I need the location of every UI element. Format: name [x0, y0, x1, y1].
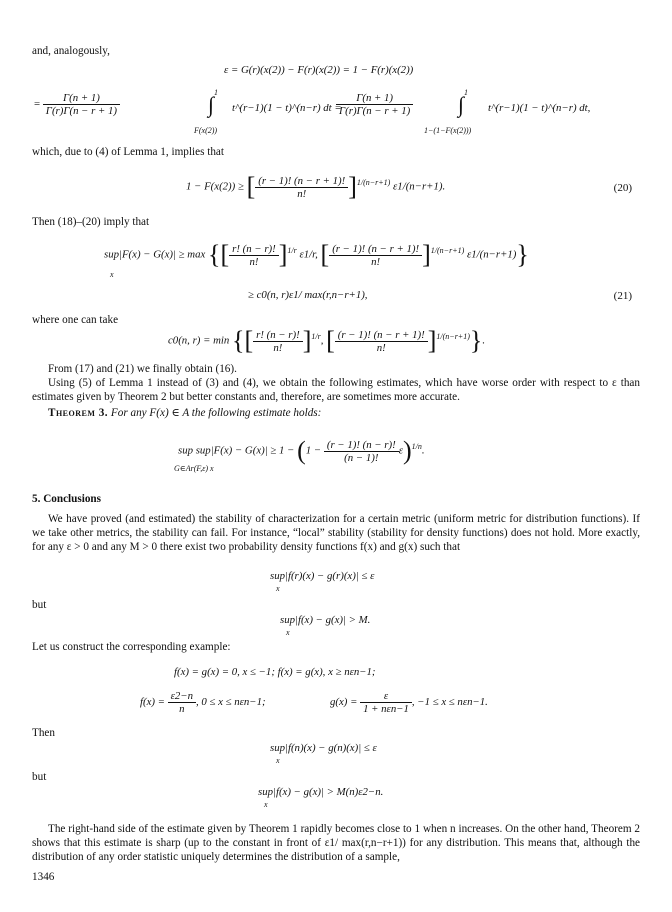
section-title: 5. Conclusions [32, 493, 102, 505]
equation-sup-1: sup|f(r)(x) − g(r)(x)| ≤ ε [270, 570, 375, 582]
theorem3 [48, 406, 321, 420]
th3-sup-subscripts: G∈Ar(F,ε) x [174, 464, 214, 473]
gamma-fraction-2 [336, 92, 413, 117]
word-then: Then [32, 727, 55, 739]
paragraph-using5: Using (5) of Lemma 1 instead of (3) and (4), we obtain the following estimates, which have worse order with respect to ε than estimates given by Theorem 2 but better constants and, therefore, are sometimes more accurate. [32, 377, 640, 403]
equation-c0: c0(n, r) = min {[ $\frac{r! (n - r)!}{n!}$ ]$^{1/r}$, [ $\frac{(r - 1)! (n - r + 1)!}{n!}$ ]$^{1/(n-r+1)}$}. [168, 326, 486, 355]
integral-lower-2: 1−(1−F(x(2))) [424, 126, 472, 135]
eq21-denominator-1: n! [249, 255, 259, 268]
equation-theorem3: sup sup|F(x) − G(x)| ≥ 1 − (1 − $\frac{(r - 1)! (n - r)!}{(n - 1)!}$ ε)$^{1/n}$. [178, 436, 425, 465]
eq21-line2: ≥ c0(n, r)ε1/ max(r,n−r+1), [248, 289, 368, 301]
c0-denominator-1: n! [273, 341, 283, 354]
example-f-denominator: n [179, 703, 185, 715]
integrand-1: t^(r−1)(1 − t)^(n−r) dt = [232, 102, 342, 114]
eq20-epsilon: ε1/(n−r+1). [393, 180, 446, 193]
example-f-def [140, 690, 266, 715]
c0-exponent-1: 1/r [311, 331, 321, 341]
line-construct: Let us construct the corresponding example: [32, 641, 231, 653]
integral-upper-1: 1 [214, 88, 218, 97]
c0-exponent-2: 1/(n−r+1) [436, 331, 470, 341]
eq21-numerator-1: r! (n − r)! [229, 243, 279, 256]
equation-sup-2: sup|f(x) − g(x)| > M. [280, 614, 371, 626]
th3-numerator: (r − 1)! (n − r)! [324, 439, 399, 452]
integral-sign-1: ∫ [208, 92, 215, 117]
equation-epsilon: ε = G(r)(x(2)) − F(r)(x(2)) = 1 − F(r)(x(2)) [224, 64, 414, 76]
integral-upper-2: 1 [464, 88, 468, 97]
c0-numerator-2: (r − 1)! (n − r + 1)! [335, 329, 428, 342]
sup-sub-3: x [276, 756, 280, 765]
eq21-sup-sub: x [110, 270, 114, 279]
line-from17: From (17) and (21) we finally obtain (16). [48, 363, 237, 375]
example-g-range: , −1 ≤ x ≤ nεn−1. [411, 695, 488, 708]
integral-sign-2: ∫ [458, 92, 465, 117]
example-line-1: f(x) = g(x) = 0, x ≤ −1; f(x) = g(x), x ≥ nεn−1; [174, 666, 376, 678]
equation-20: 1 − F(x(2)) ≥ [ $\frac{(r - 1)! (n - r + 1)!}{n!}$ ]$^{1/(n-r+1)}$ ε1/(n−r+1). [186, 172, 446, 201]
sup-sub-2: x [286, 628, 290, 637]
eq20-lhs: 1 − F(x(2)) ≥ [186, 180, 244, 193]
eq21-numerator-2: (r − 1)! (n − r + 1)! [329, 243, 422, 256]
gamma-numerator-2: Γ(n + 1) [336, 92, 413, 105]
th3-exponent: 1/n [411, 441, 422, 451]
th3-lhs: sup sup|F(x) − G(x)| ≥ 1 − [178, 444, 295, 457]
integrand-2: t^(r−1)(1 − t)^(n−r) dt, [488, 102, 591, 114]
eq20-numerator: (r − 1)! (n − r + 1)! [255, 175, 348, 188]
gamma-denominator-2: Γ(r)Γ(n − r + 1) [339, 105, 411, 117]
sup-sub-1: x [276, 584, 280, 593]
c0-denominator-2: n! [376, 341, 386, 354]
intro-line: and, analogously, [32, 45, 110, 57]
word-but-2: but [32, 771, 47, 783]
eq20-exponent: 1/(n−r+1) [356, 177, 391, 187]
equation-sup-3: sup|f(n)(x) − g(n)(x)| ≤ ε [270, 742, 377, 754]
equation-integral: = $\frac{\Gamma(n + 1)}{\Gamma(r)\Gamma(n - r + 1)}$ [34, 92, 120, 117]
eq21-epsilon-2: ε1/(n−r+1) [466, 248, 517, 261]
eq20-denominator: n! [297, 187, 307, 200]
eq21-epsilon-1: ε1/r, [299, 248, 318, 261]
word-but-1: but [32, 599, 47, 611]
paragraph-conclusions-1: We have proved (and estimated) the stability of characterization for a certain metric (uniform metric for distribution functions). If we take other metrics, the stability can fail. For instance, “local” stability (stability for density functions) does not hold. More exactly, for any ε > 0 and any M > 0 there exist two probability density functions f(x) and g(x) such that [32, 513, 640, 553]
c0-numerator-1: r! (n − r)! [253, 329, 303, 342]
th3-epsilon: ε [398, 444, 403, 457]
line-where: where one can take [32, 314, 119, 326]
equation-21-label: (21) [613, 290, 632, 302]
equation-21: sup|F(x) − G(x)| ≥ max {[ $\frac{r! (n - r)!}{n!}$ ]$^{1/r}$ ε1/r, [ $\frac{(r - 1)! (n - r + 1)!}{n!}$ ]$^{1/(n-r+1)}$ ε1/(n−r+1)} [104, 240, 529, 269]
gamma-denominator-1: Γ(r)Γ(n − r + 1) [45, 105, 118, 117]
example-f-numerator: ε2−n [168, 690, 196, 703]
th3-denominator: (n − 1)! [344, 451, 379, 464]
gamma-numerator-1: Γ(n + 1) [43, 92, 120, 105]
example-f-lhs: f(x) = [140, 695, 165, 708]
th3-inner: 1 − [305, 444, 322, 457]
example-g-denominator: 1 + nεn−1 [363, 703, 409, 715]
theorem3-text: For any F(x) ∈ A the following estimate holds: [110, 407, 322, 419]
eq21-exponent-2: 1/(n−r+1) [430, 245, 465, 255]
paragraph-conclusions-2: The right-hand side of the estimate given by Theorem 1 rapidly becomes close to 1 when n increases. On the other hand, Theorem 2 shows that this estimate is sharp (up to the constant in front of ε1/ max(r,n−r+1)) for any distribution. This means that, although the distribution of any order statistic uniquely determines the distribution of a sample, [32, 823, 640, 863]
eq21-exponent-1: 1/r [287, 245, 297, 255]
eq21-lhs: sup|F(x) − G(x)| ≥ max [104, 248, 206, 261]
page-number: 1346 [32, 871, 55, 883]
line-then18: Then (18)–(20) imply that [32, 216, 150, 228]
theorem3-label: Theorem 3. [48, 407, 109, 419]
example-g-def [330, 690, 488, 715]
integral-lower-1: F(x(2)) [194, 126, 218, 135]
equation-sup-4: sup|f(x) − g(x)| > M(n)ε2−n. [258, 786, 384, 798]
example-f-range: , 0 ≤ x ≤ nεn−1; [196, 695, 266, 708]
c0-lhs: c0(n, r) = min [168, 334, 230, 347]
equation-20-label: (20) [613, 182, 632, 194]
example-g-numerator: ε [360, 690, 412, 703]
sup-sub-4: x [264, 800, 268, 809]
eq21-denominator-2: n! [371, 255, 381, 268]
example-g-lhs: g(x) = [330, 695, 358, 708]
line-which: which, due to (4) of Lemma 1, implies that [32, 146, 225, 158]
